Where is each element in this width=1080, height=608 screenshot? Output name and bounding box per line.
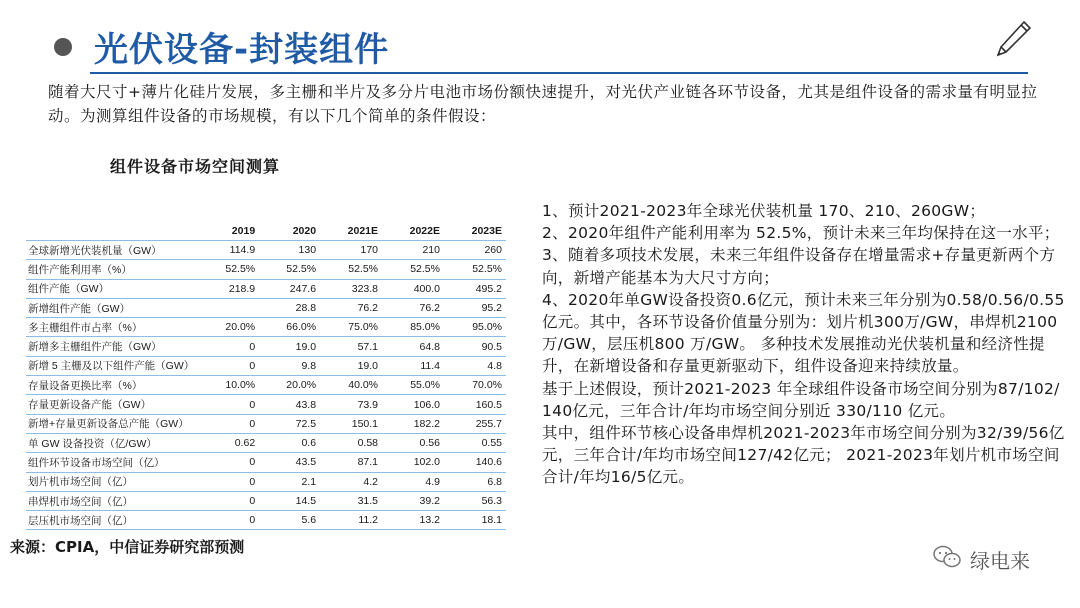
table-cell: 0 xyxy=(198,453,259,472)
market-table xyxy=(26,222,506,530)
table-cell: 90.5 xyxy=(444,337,506,356)
title-bullet xyxy=(54,38,72,56)
table-row xyxy=(26,318,506,337)
table-cell: 40.0% xyxy=(320,376,382,395)
table-cell: 73.9 xyxy=(320,395,382,414)
assumptions-text xyxy=(542,200,1067,489)
table-cell: 106.0 xyxy=(382,395,444,414)
pen-icon xyxy=(990,18,1034,66)
table-row xyxy=(26,395,506,414)
table-cell: 95.0% xyxy=(444,318,506,337)
table-row xyxy=(26,260,506,279)
table-cell: 247.6 xyxy=(259,279,320,298)
table-cell: 4.8 xyxy=(444,356,506,375)
table-cell: 495.2 xyxy=(444,279,506,298)
table-cell: 260 xyxy=(444,241,506,260)
row-label: 存量更新设备产能（GW） xyxy=(26,395,198,414)
table-cell: 52.5% xyxy=(382,260,444,279)
table-row xyxy=(26,376,506,395)
table-cell: 160.5 xyxy=(444,395,506,414)
table-row xyxy=(26,414,506,433)
table-cell: 0 xyxy=(198,491,259,510)
table-cell: 0.55 xyxy=(444,433,506,452)
table-cell: 52.5% xyxy=(259,260,320,279)
table-cell: 56.3 xyxy=(444,491,506,510)
table-cell: 0.58 xyxy=(320,433,382,452)
table-cell: 43.8 xyxy=(259,395,320,414)
assumption-paragraph: 2、2020年组件产能利用率为 52.5%，预计未来三年均保持在这一水平； xyxy=(542,224,1060,243)
table-cell: 400.0 xyxy=(382,279,444,298)
table-cell: 39.2 xyxy=(382,491,444,510)
table-cell: 52.5% xyxy=(320,260,382,279)
assumption-paragraph: 基于上述假设，预计2021-2023 年全球组件设备市场空间分别为87/102/ 140亿元，三年合计/年均市场空间分别近 330/110 亿元。 xyxy=(542,379,1060,420)
row-label: 层压机市场空间（亿） xyxy=(26,511,198,530)
table-cell: 76.2 xyxy=(382,298,444,317)
table-cell: 85.0% xyxy=(382,318,444,337)
table-cell: 14.5 xyxy=(259,491,320,510)
row-label: 全球新增光伏装机量（GW） xyxy=(26,241,198,260)
table-cell: 9.8 xyxy=(259,356,320,375)
table-cell: 64.8 xyxy=(382,337,444,356)
row-label: 多主栅组件市占率（%） xyxy=(26,318,198,337)
row-label: 组件产能利用率（%） xyxy=(26,260,198,279)
watermark-text: 绿电来 xyxy=(970,548,1030,573)
table-cell: 52.5% xyxy=(198,260,259,279)
table-cell: 70.0% xyxy=(444,376,506,395)
column-header: 2019 xyxy=(198,222,259,241)
table-cell: 150.1 xyxy=(320,414,382,433)
table-cell: 19.0 xyxy=(259,337,320,356)
assumption-paragraph: 3、随着多项技术发展，未来三年组件设备存在增量需求+存量更新两个方向，新增产能基本为大尺寸方向； xyxy=(542,246,1056,287)
table-row xyxy=(26,453,506,472)
table-cell: 76.2 xyxy=(320,298,382,317)
table-cell: 11.2 xyxy=(320,511,382,530)
table-cell: 0 xyxy=(198,356,259,375)
table-cell: 0 xyxy=(198,414,259,433)
table-cell: 66.0% xyxy=(259,318,320,337)
row-label: 存量设备更换比率（%） xyxy=(26,376,198,395)
table-row xyxy=(26,433,506,452)
table-cell: 28.8 xyxy=(259,298,320,317)
table-cell: 0 xyxy=(198,395,259,414)
table-cell: 43.5 xyxy=(259,453,320,472)
table-cell: 130 xyxy=(259,241,320,260)
table-row xyxy=(26,337,506,356)
table-cell: 57.1 xyxy=(320,337,382,356)
table-cell: 0 xyxy=(198,337,259,356)
table-row xyxy=(26,241,506,260)
watermark xyxy=(932,544,1030,574)
intro-paragraph: 随着大尺寸+薄片化硅片发展，多主栅和半片及多分片电池市场份额快速提升，对光伏产业链各环节设备，尤其是组件设备的需求量有明显拉动。为测算组件设备的市场规模，有以下几个简单的条件假设： xyxy=(48,83,1038,125)
table-cell: 95.2 xyxy=(444,298,506,317)
table-cell xyxy=(198,298,259,317)
table-cell: 323.8 xyxy=(320,279,382,298)
title-underline xyxy=(90,72,1028,74)
row-label: 新增 5 主栅及以下组件产能（GW） xyxy=(26,356,198,375)
assumption-paragraph: 4、2020年单GW设备投资0.6亿元，预计未来三年分别为0.58/0.56/0.55 亿元。其中，各环节设备价值量分别为：划片机300万/GW，串焊机2100万/GW，层压机800 万/GW。 多种技术发展推动光伏装机量和经济性提升，在新增设备和存量更新驱动下，组件设备迎来持续放量。 xyxy=(542,290,1065,376)
table-cell: 218.9 xyxy=(198,279,259,298)
table-cell: 102.0 xyxy=(382,453,444,472)
table-cell: 0.62 xyxy=(198,433,259,452)
table-cell: 31.5 xyxy=(320,491,382,510)
table-cell: 72.5 xyxy=(259,414,320,433)
table-cell: 5.6 xyxy=(259,511,320,530)
table-cell: 20.0% xyxy=(259,376,320,395)
column-header: 2023E xyxy=(444,222,506,241)
table-cell: 210 xyxy=(382,241,444,260)
row-label: 新增多主栅组件产能（GW） xyxy=(26,337,198,356)
table-row xyxy=(26,356,506,375)
table-cell: 170 xyxy=(320,241,382,260)
assumption-paragraph: 1、预计2021-2023年全球光伏装机量 170、210、260GW； xyxy=(542,202,986,220)
table-cell: 19.0 xyxy=(320,356,382,375)
row-label: 组件环节设备市场空间（亿） xyxy=(26,453,198,472)
table-cell: 0.56 xyxy=(382,433,444,452)
page-title: 光伏设备-封装组件 xyxy=(94,30,390,70)
table-cell: 20.0% xyxy=(198,318,259,337)
table-cell: 4.9 xyxy=(382,472,444,491)
table-cell: 255.7 xyxy=(444,414,506,433)
table-cell: 4.2 xyxy=(320,472,382,491)
table-cell: 55.0% xyxy=(382,376,444,395)
table-cell: 6.8 xyxy=(444,472,506,491)
row-label: 新增组件产能（GW） xyxy=(26,298,198,317)
table-cell: 87.1 xyxy=(320,453,382,472)
table-cell: 11.4 xyxy=(382,356,444,375)
row-label: 组件产能（GW） xyxy=(26,279,198,298)
table-row xyxy=(26,491,506,510)
table-cell: 114.9 xyxy=(198,241,259,260)
table-row xyxy=(26,511,506,530)
table-cell: 13.2 xyxy=(382,511,444,530)
table-cell: 140.6 xyxy=(444,453,506,472)
table-cell: 75.0% xyxy=(320,318,382,337)
table-cell: 0.6 xyxy=(259,433,320,452)
table-cell: 0 xyxy=(198,511,259,530)
table-header-row xyxy=(26,222,506,241)
assumption-paragraph: 其中，组件环节核心设备串焊机2021-2023年市场空间分别为32/39/56亿元，三年合计/年均市场空间127/42亿元； 2021-2023年划片机市场空间合计/年均16/5亿元。 xyxy=(542,424,1065,487)
column-header: 2022E xyxy=(382,222,444,241)
table-cell: 10.0% xyxy=(198,376,259,395)
table-title: 组件设备市场空间测算 xyxy=(110,157,281,176)
table-cell: 182.2 xyxy=(382,414,444,433)
row-label: 串焊机市场空间（亿） xyxy=(26,491,198,510)
row-label: 划片机市场空间（亿） xyxy=(26,472,198,491)
row-label: 单 GW 设备投资（亿/GW） xyxy=(26,433,198,452)
table-row xyxy=(26,298,506,317)
source-note: 来源：CPIA，中信证券研究部预测 xyxy=(10,538,245,556)
row-label: 新增+存量更新设备总产能（GW） xyxy=(26,414,198,433)
column-header xyxy=(26,222,198,241)
table-row xyxy=(26,279,506,298)
table-cell: 18.1 xyxy=(444,511,506,530)
table-cell: 2.1 xyxy=(259,472,320,491)
column-header: 2020 xyxy=(259,222,320,241)
table-row xyxy=(26,472,506,491)
table-cell: 0 xyxy=(198,472,259,491)
column-header: 2021E xyxy=(320,222,382,241)
wechat-icon xyxy=(932,544,962,574)
table-cell: 52.5% xyxy=(444,260,506,279)
